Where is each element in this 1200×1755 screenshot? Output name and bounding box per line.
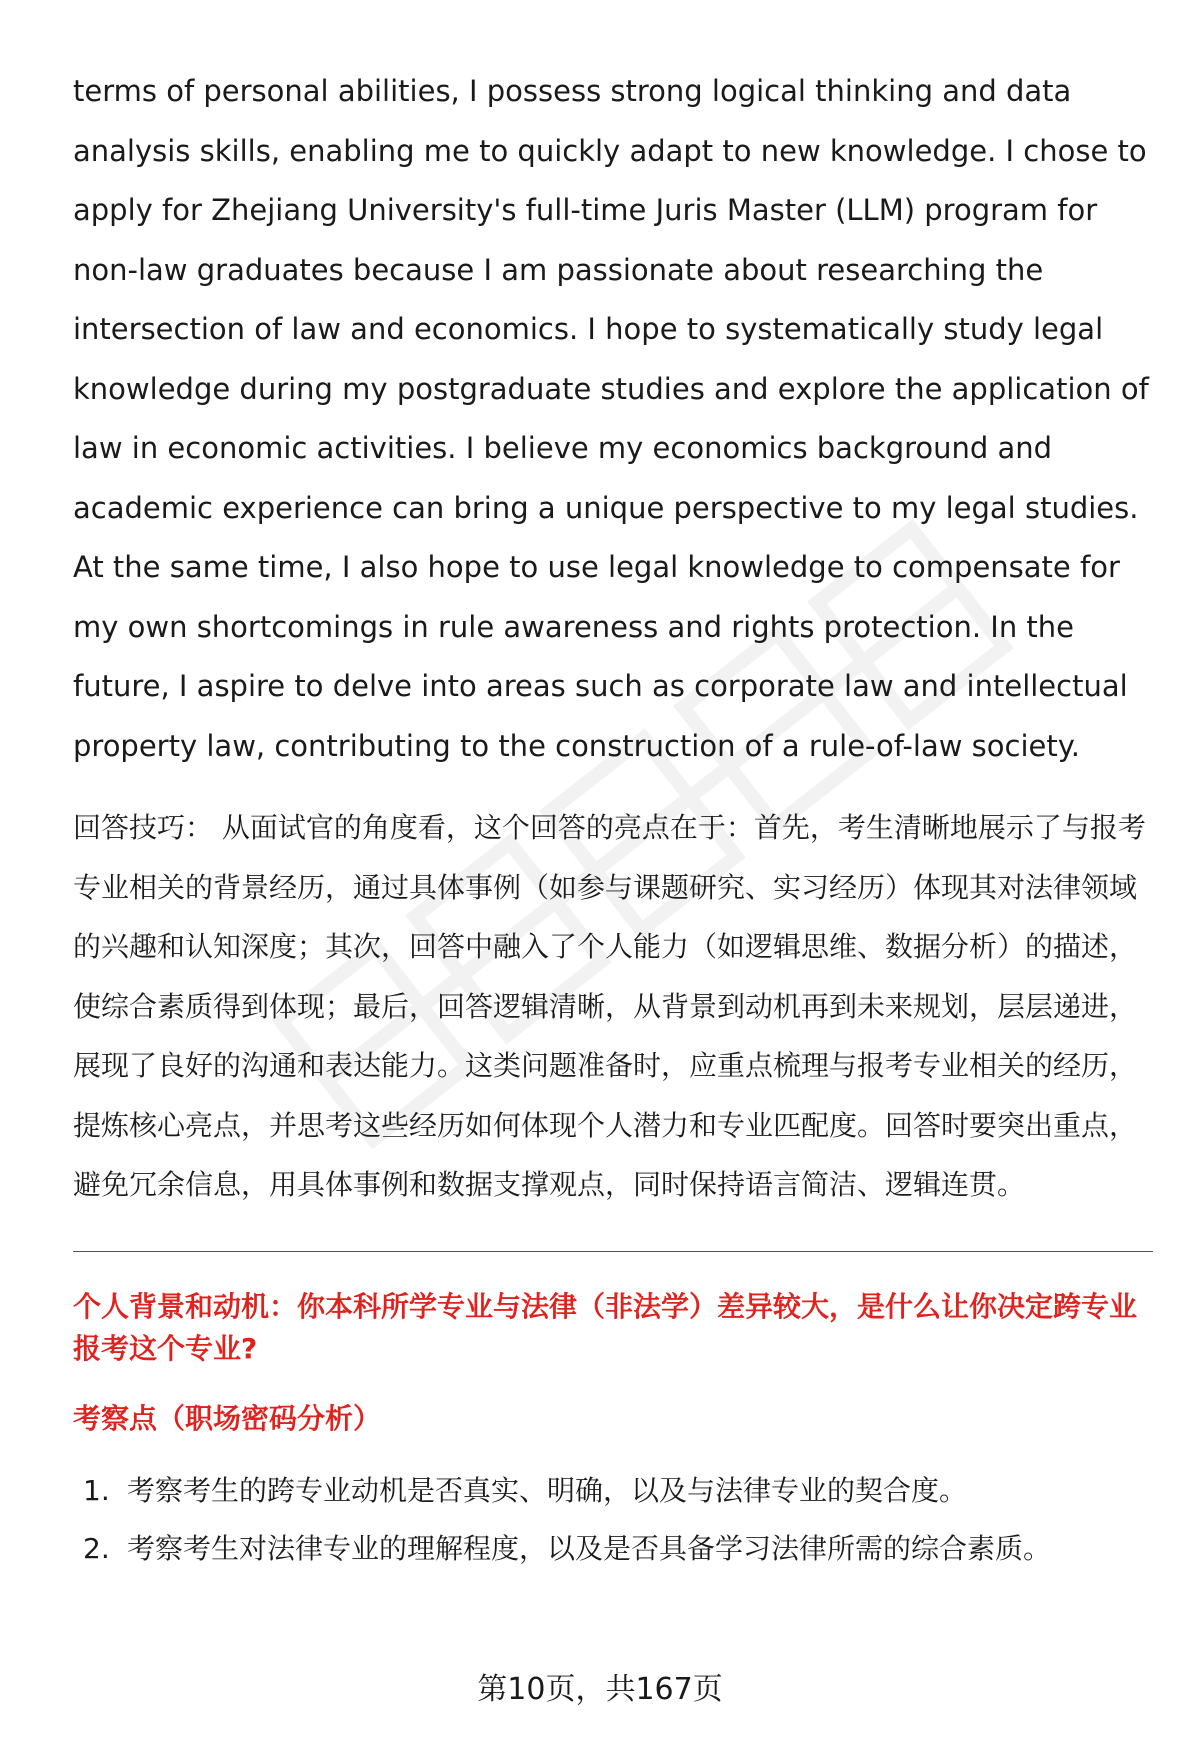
section-divider — [73, 1251, 1153, 1252]
list-item — [73, 1520, 1153, 1578]
answer-tips-paragraph: 回答技巧： 从面试官的角度看，这个回答的亮点在于：首先，考生清晰地展示了与报考专业相关的背景经历，通过具体事例（如参与课题研究、实习经历）体现其对法律领域的兴趣和认知深度；其次，回答中融入了个人能力（如逻辑思维、数据分析）的描述，使综合素质得到体现；最后，回答逻辑清晰，从背景到动机再到未来规划，层层递进，展现了良好的沟通和表达能力。这类问题准备时，应重点梳理与报考专业相关的经历，提炼核心亮点，并思考这些经历如何体现个人潜力和专业匹配度。回答时要突出重点，避免冗余信息，用具体事例和数据支撑观点，同时保持语言简洁、逻辑连贯。 — [73, 811, 1146, 1201]
list-item-number: 2. — [83, 1531, 110, 1565]
answer-english-paragraph: terms of personal abilities, I possess strong logical thinking and data analysis skills, enabling me to quickly adapt to new knowledge. I chose to apply for Zhejiang University's full-time Juris Master (LLM) program for non-law graduates because I am passionate about researching the intersection of law and economics. I hope to systematically study legal knowledge during my postgraduate studies and explore the application of law in economic activities. I believe my economics background and academic experience can bring a unique perspective to my legal studies. At the same time, I also hope to use legal knowledge to compensate for my own shortcomings in rule awareness and rights protection. In the future, I aspire to delve into areas such as corporate law and intellectual property law, contributing to the construction of a rule-of-law society. — [73, 74, 1149, 763]
page-number-footer: 第10页，共167页 — [477, 1672, 723, 1707]
exam-points-list — [73, 1462, 1153, 1578]
question-heading: 个人背景和动机：你本科所学专业与法律（非法学）差异较大，是什么让你决定跨专业报考这个专业? — [73, 1289, 1138, 1365]
exam-points-heading: 考察点（职场密码分析） — [73, 1401, 382, 1435]
page-content — [73, 62, 1153, 1578]
list-item-text: 考察考生的跨专业动机是否真实、明确，以及与法律专业的契合度。 — [127, 1473, 968, 1507]
list-item — [73, 1462, 1153, 1520]
list-item-text: 考察考生对法律专业的理解程度，以及是否具备学习法律所需的综合素质。 — [127, 1531, 1052, 1565]
list-item-number: 1. — [83, 1473, 110, 1507]
